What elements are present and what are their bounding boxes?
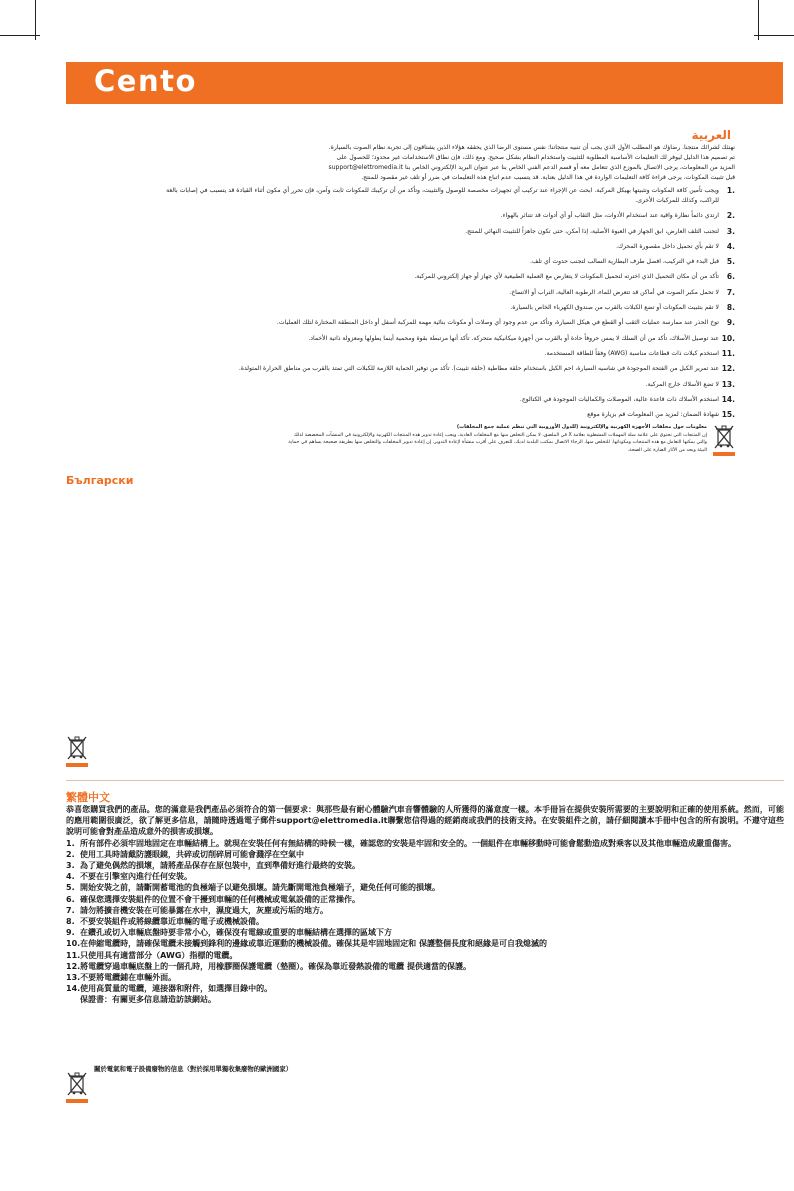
list-item-text: لا تقم بتثبيت المكونات أو تضع الكبلات بالقرب من صندوق الكهرباء الخاص بالسيارة.	[510, 304, 719, 312]
warranty-note: 保證書：有關更多信息請造訪該網站。	[80, 995, 216, 1005]
list-item	[66, 950, 784, 961]
list-item-text: ويجب تأمين كافة المكونات وتثبيتها بهيكل المركبة. ابحث عن الإجراء عند تركيب أي تجهيزات مخصصة للوصول والتثبيت، وتأكد من أن تركيبك للمكونات ثابت وآمن، فإن تحرر أي مكون أثناء القيادة قد يتسبب في إصابات بالغة للراكب، وكذلك للمركبات الأخرى.	[166, 187, 719, 204]
list-item-number: 3.	[66, 861, 75, 871]
chinese-weee-title: 關於電氣和電子設備廢物的信息（對於採用單獨收集廢物的歐洲國家）	[94, 1065, 293, 1073]
list-item	[160, 242, 735, 252]
list-item-text: 不要將電纜鋪在車輛外面。	[80, 973, 177, 983]
list-item-text: 使用工具時請戴防護眼鏡，共碎或切削碎屑可能會濺浮在空氣中	[80, 849, 304, 859]
list-item	[66, 882, 784, 893]
weee-title: معلومات حول مخلفات الأجهزة الكهربية والإلكترونية (للدول الأوروبية التي تنظم عملية جمع المخلفات)	[456, 424, 707, 430]
list-item-text: تأكد من أن مكان التحميل الذي اخترته لتحميل المكونات لا يتعارض مع العملية الطبيعية لأي جهاز أو جهاز إلكتروني للمركبة.	[414, 273, 719, 281]
weee-text	[285, 424, 707, 454]
crossed-bin-icon	[66, 735, 88, 767]
crossed-bin-icon	[713, 424, 735, 456]
list-item	[66, 972, 784, 983]
list-item-text: لا تحمل مكبر الصوت في أماكن قد تتعرض للماء، الرطوبة العالية، التراب أو الاتساخ.	[509, 288, 719, 296]
list-item	[66, 838, 784, 849]
list-item-number: 1.	[726, 186, 735, 195]
list-item-number: 2.	[66, 849, 75, 859]
bin-underline-bar	[713, 452, 735, 456]
arabic-intro-line: نهنئك لشرائك منتجنا. رضاؤك هو المطلب الأول الذي يجب أن تنبيه منتجاتنا: نفس مستوى الرضا الذي يحققه هؤلاء الذين يشتاقون إلى تجربة نظام الصوت بالسيارة.	[328, 144, 735, 151]
list-item	[160, 318, 735, 328]
arabic-section	[160, 143, 735, 425]
list-item-text: 不要安裝組件或將線纜靠近車輛的電子或機械設備。	[80, 917, 264, 927]
arabic-intro-line: تم تصميم هذا الدليل ليوفر لك التعليمات الأساسية المطلوبة للتثبيت واستخدام النظام بشكل صحيح. ومع ذلك، فإن نطاق الاستخدامات غير محدود؛ للحصول على	[336, 154, 735, 161]
list-item	[160, 211, 735, 221]
list-item-text: استخدم الأسلاك ذات قاعدة عالية، الموصلات والكماليات الموجودة في الكتالوج.	[519, 395, 719, 403]
list-item-text: 請勿將擴音機安裝在可能暴露在水中，濕度過大，灰塵或污垢的地方。	[80, 905, 328, 915]
chinese-instructions-list	[66, 838, 784, 995]
crop-mark-top-right-h	[754, 35, 794, 36]
crossed-bin-icon-svg	[66, 1071, 88, 1097]
list-item-text: 確保您選擇安裝組件的位置不會干擾到車輛的任何機械或電氣設備的正常操作。	[80, 894, 360, 904]
list-item	[160, 364, 735, 374]
list-item	[160, 186, 735, 206]
list-item-text: 使用高質量的電纜，連接器和附件，如選擇目錄中的。	[80, 984, 273, 994]
list-item-text: ارتدي دائماً نظارة واقية عند استخدام الأدوات، مثل الثقاب أو أي أدوات قد تتناثر بالهواء.	[500, 212, 719, 220]
list-item-number: 11.	[66, 950, 81, 960]
list-item-text: 在鑽孔或切入車輛底盤時要非常小心，確保沒有電線或重要的車輛結構在選擇的區域下方	[80, 928, 392, 938]
list-item-number: 13.	[66, 973, 81, 983]
chinese-intro: 恭喜您購買我們的產品。您的滿意是我們產品必須符合的第一個要求：與那些最有耐心體驗汽車音響體驗的人所獲得的滿意度一樣。本手冊旨在提供安裝所需要的主要說明和正確的使用系統。然而，可能的應用範圍很廣泛，欲了解更多信息，請隨時透過電子郵件support@elettromedia.it聯繫您信得過的經銷商或我們的技術支持。在安裝組件之前，請仔細閱讀本手冊中包含的所有說明。不遵守這些說明可能會對產品造成意外的損害或損壞。	[66, 805, 784, 837]
list-item-number: 11.	[721, 348, 735, 358]
list-item-number: 4.	[726, 241, 735, 251]
list-item	[160, 395, 735, 405]
list-item	[160, 380, 735, 390]
list-item-number: 7.	[66, 905, 75, 915]
section-title-bulgarian: Български	[66, 474, 134, 487]
list-item-text: 開始安裝之前，請斷開蓄電池的負極端子以避免損壞。請先斷開電池負極端子，避免任何可能的損壞。	[80, 883, 440, 893]
list-item-text: شهادة الضمان: لمزيد من المعلومات قم بزيارة موقع	[587, 411, 719, 419]
list-item-number: 7.	[726, 287, 735, 297]
list-item-number: 14.	[66, 984, 81, 994]
chinese-section	[66, 804, 784, 1006]
list-item-text: استخدم كبلات ذات قطاعات مناسبة (AWG) وفقاً للطاقة المستخدمة.	[544, 349, 719, 357]
list-item	[160, 257, 735, 267]
list-item-number: 8.	[66, 917, 75, 927]
list-item-text: لتجنب التلف العارض، ابق الجهاز في العبوة الأصلية، إذا أمكن، حتى تكون جاهزاً للتثبيت النهائي للمنتج.	[465, 227, 719, 235]
section-title-arabic: العربية	[691, 128, 731, 142]
list-item-number: 12.	[66, 961, 81, 971]
arabic-intro-line: المزيد من المعلومات، يرجى الاتصال بالموزع الذي تتعامل معه أو قسم الدعم الفني الخاص بنا عبر عنوان البريد الإلكتروني الخاص بنا support@elettromedia.it	[328, 164, 735, 171]
list-item-text: 在伸縮電纜時，請確保電纜未接觸到鋒利的邊緣或靠近運動的機械設備。確保其是牢固地固定和 保護整個長度和絕緣是可自我熄滅的	[80, 939, 547, 949]
crossed-bin-icon	[66, 1071, 88, 1103]
list-item-text: 為了避免偶然的損壞，請將產品保存在原包裝中，直到準備好進行最終的安裝。	[80, 861, 360, 871]
list-item-number: 6.	[66, 894, 75, 904]
list-item	[160, 288, 735, 298]
list-item	[66, 894, 784, 905]
weee-body: إن المنتجات التي تحتوي على علامة سلة المهملات المشطوبة بعلامة X في الملصق، لا يمكن التخلص منها مع المخلفات العادية، ويجب إعادة تدوير هذه المنتجات الكهربية والإلكترونية في المنشآت المخصصة لذلك والتي يمكنها التعامل مع هذه المنتجات ومكوناتها. للتخلص منها، الرجاء الاتصال بمكتب البلدية لديك، للتعرف على أقرب منشأة لإعادة التدوير. إن إعادة تدوير المخلفات والتخلص منها بطريقة صحيحة يساهم في حماية البيئة ويحد من الآثار الضارة على الصحة.	[288, 432, 707, 453]
list-item-text: قبل البدء في التركيب، افصل طرف البطارية السالب لتجنب حدوث أي تلف.	[530, 258, 719, 266]
crossed-bin-icon-svg	[66, 735, 88, 761]
list-item-text: لا تضع الأسلاك خارج المركبة.	[645, 380, 719, 388]
list-item	[160, 227, 735, 237]
list-item-number: 13.	[721, 379, 735, 389]
list-item	[66, 927, 784, 938]
list-item-text: توخ الحذر عند ممارسة عمليات الثقب أو القطع في هيكل السيارة، وتأكد من عدم وجود أي وصلات أو مكونات بنائية مهمة للمركبة أسفل أو داخل المنطقة المختارة لتلك العمليات.	[276, 319, 719, 327]
bin-underline-bar	[66, 763, 88, 767]
section-title-chinese: 繁體中文	[66, 791, 110, 804]
list-item	[66, 860, 784, 871]
list-item-number: 10.	[66, 939, 81, 949]
arabic-weee-notice	[285, 424, 735, 456]
list-item-text: 所有部件必須牢固地固定在車輛結構上。就現在安裝任何有無結構的時候一樣，確認您的安裝是牢固和安全的。一個組件在車輛移動時可能會鬆動造成對乘客以及其他車輛造成嚴重傷害。	[80, 838, 736, 848]
crop-mark-top-right-v	[758, 0, 759, 40]
list-item-text: 只使用具有適當部分（AWG）指標的電纜。	[80, 950, 238, 960]
crop-mark-top-left-h	[0, 35, 40, 36]
list-item-number: 14.	[721, 394, 735, 404]
list-item-number: 10.	[721, 333, 735, 343]
list-item-number: 5.	[726, 257, 735, 267]
section-divider	[66, 780, 784, 781]
list-item-number: 9.	[66, 928, 75, 938]
list-item	[66, 905, 784, 916]
list-item	[160, 349, 735, 359]
list-item-number: 2.	[726, 211, 735, 221]
bin-underline-bar	[66, 1099, 88, 1103]
list-item	[160, 334, 735, 344]
list-item-text: لا تقم بأي تحميل داخل مقصورة المحرك.	[616, 242, 719, 250]
arabic-instructions-list	[160, 186, 735, 420]
brand-logo: Cento	[94, 64, 197, 98]
list-item-number: 1.	[66, 838, 75, 848]
list-item-number: 4.	[66, 872, 75, 882]
list-item-text: 將電纜穿過車輛底盤上的一個孔時，用橡膠圈保護電纜（墊圈）。確保為靠近發熱設備的電纜 提供適當的保護。	[80, 961, 471, 971]
list-item-number: 15.	[721, 410, 735, 420]
list-item	[160, 410, 735, 420]
list-item-number: 5.	[66, 883, 75, 893]
list-item	[66, 961, 784, 972]
crossed-bin-icon-svg	[713, 424, 735, 450]
list-item	[66, 983, 784, 994]
crop-mark-top-left-v	[35, 0, 36, 40]
list-item-number: 3.	[726, 226, 735, 236]
list-item-text: 不要在引擎室內進行任何安裝。	[80, 872, 192, 882]
list-item	[66, 871, 784, 882]
list-item-number: 9.	[726, 318, 735, 328]
list-item	[160, 303, 735, 313]
list-item-number: 6.	[726, 272, 735, 282]
list-item-text: عند تمرير الكبل من الفتحة الموجودة في شاسيه السيارة، احم الكبل باستخدام حلقة مطاطية (حلقة تثبيت). تأكد من توفير الحماية اللازمة للكبلات التي تمتد بالقرب من مناطق الحرارة المتولدة.	[238, 365, 719, 373]
list-item	[160, 272, 735, 282]
list-item	[66, 849, 784, 860]
list-item	[66, 938, 784, 949]
brand-banner	[66, 62, 783, 104]
arabic-intro-line: قبل تثبيت المكونات، يرجى قراءة كافة التعليمات الواردة في هذا الدليل بعناية. قد يتسبب عدم اتباع هذه التعليمات في ضرر أو تلف غير مقصود للمنتج.	[361, 174, 735, 181]
list-item-text: عند توصيل الأسلاك، تأكد من أن السلك لا يمس حروفاً حادة أو بالقرب من أجهزة ميكانيكية متحركة. تأكد أنها مرتبطة بقوة ومحمية أينما يطولها ومعزولة ذاتية الأخماد.	[308, 334, 719, 342]
list-item-number: 8.	[726, 303, 735, 313]
list-item	[66, 916, 784, 927]
list-item-number: 12.	[721, 364, 735, 374]
